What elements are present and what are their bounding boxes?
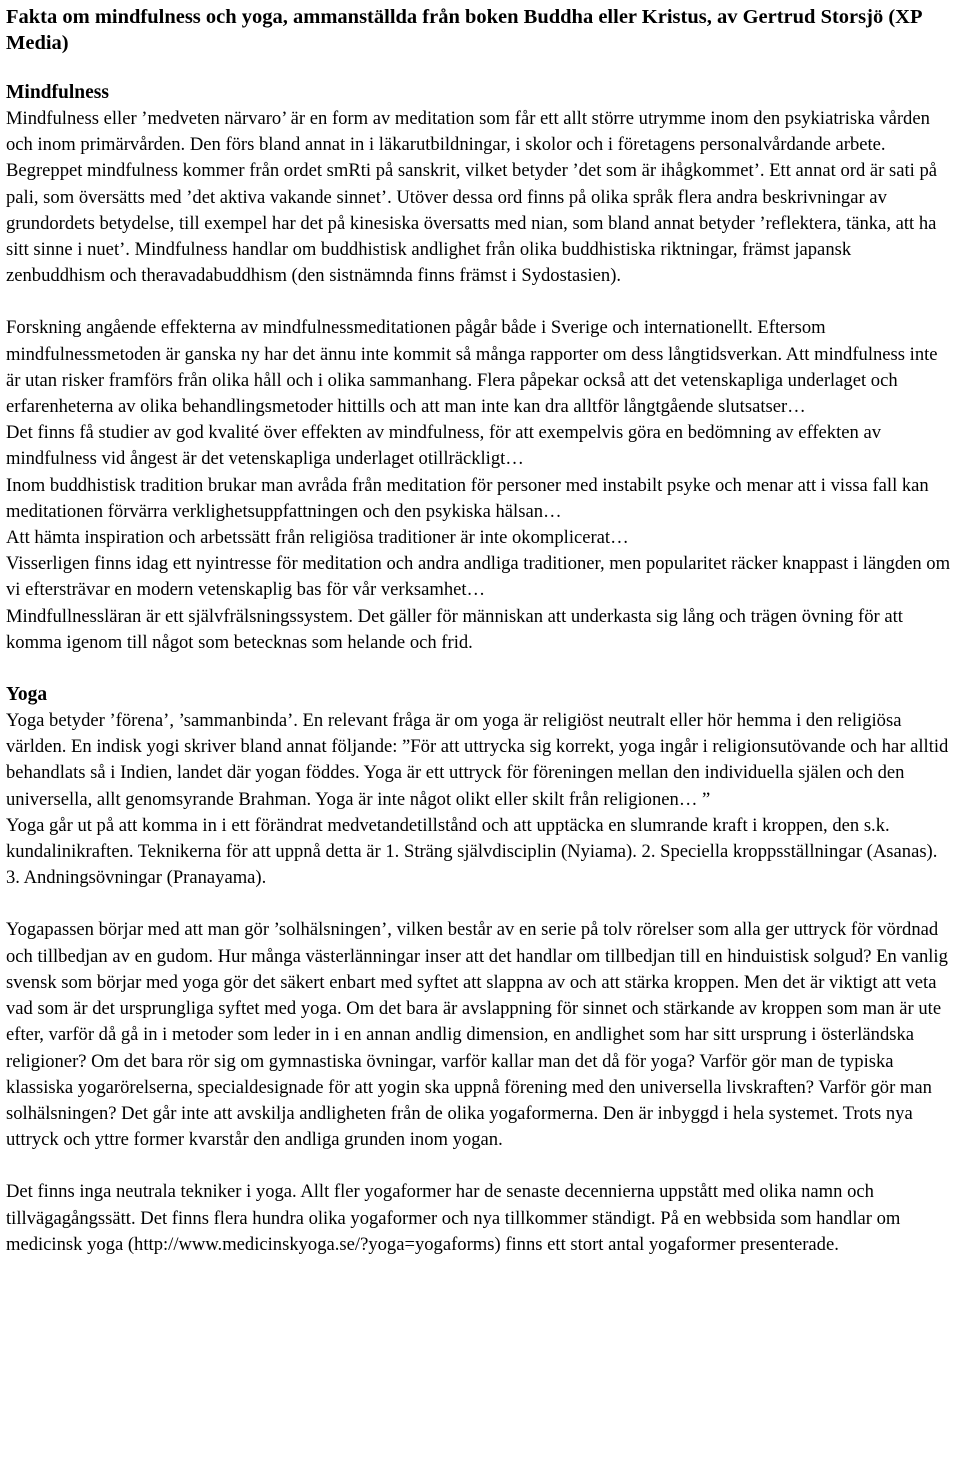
section-gap — [6, 656, 954, 682]
paragraph: Att hämta inspiration och arbetssätt från religiösa traditioner är inte okomplicerat… — [6, 527, 629, 549]
paragraph: Forskning angående effekterna av mindfulnessmeditationen pågår både i Sverige och internationellt. Eftersom mindfulnessmetoden är ganska ny har det ännu inte kommit så många rapporter om dess långtidsverkan. Att mindfulness inte är utan risker framförs från olika håll och i olika sammanhang. Flera påpekar också att det vetenskapliga underlaget och erfarenheterna av olika behandlingsmetoder hittills och att man inte kan dra alltför långtgående slutsatser… — [6, 317, 938, 418]
paragraph: Yoga betyder ’förena’, ’sammanbinda’. En relevant fråga är om yoga är religiöst neutralt eller hör hemma i den religiösa världen. En indisk yogi skriver bland annat följande: ”För att uttrycka sig korrekt, yoga ingår i religionsutövande och har alltid behandlats så i Indien, landet där yogan föddes. Yoga är ett uttryck för föreningen mellan den individuella själen och den universella, allt genomsyrande Brahman. Yoga är inte något olikt eller skilt från religionen… ” — [6, 710, 949, 810]
paragraph: Yogapassen börjar med att man gör ’solhälsningen’, vilken består av en serie på tolv rörelser som alla ger uttryck för vördnad och tillbedjan av en gudom. Hur många västerlänningar inser att det handlar om tillbedjan till en hinduistisk solgud? En vanlig svensk som börjar med yoga gör det säkert enbart med syftet att slappna av och att stärka kroppen. Men det är viktigt att veta vad som är det ursprungliga syftet med yoga. Om det bara är avslappning för sinnet och stärkande av kroppen som man är ute efter, varför då gå in i metoder som leder in i en annan andlig dimension, en andlighet som har sitt ursprung i österländska religioner? Om det bara rör sig om gymnastiska övningar, varför kallar man det då för yoga? Varför gör man de typiska klassiska yogarörelserna, specialdesignade för att yogin ska uppnå förening med den universella livskraften? Varför gör man solhälsningen? Det går inte att avskilja andligheten från de olika yogaformerna. Den är inbyggd i hela systemet. Trots nya uttryck och yttre former kvarstår den andliga grunden inom yogan. — [6, 919, 948, 1151]
paragraph: Mindfulness eller ’medveten närvaro’ är en form av meditation som får ett allt större utrymme inom den psykiatriska vården och inom primärvården. Den förs bland annat in i läkarutbildningar, i skolor och i företagens personalvårdande arbete. Begreppet mindfulness kommer från ordet smRti på sanskrit, vilket betyder ’det som är ihågkommet’. Ett annat ord är sati på pali, som översätts med ’det aktiva vakande sinnet’. Utöver dessa ord finns på olika språk flera andra beskrivningar av grundordets betydelse, till exempel har det på kinesiska översatts med nian, som bland annat betyder ’reflektera, tänka, att ha sitt sinne i nuet’. Mindfulness handlar om buddhistisk andlighet från olika buddhistiska riktningar, främst japansk zenbuddhism och theravadabuddhism (den sistnämnda finns främst i Sydostasien). — [6, 108, 937, 287]
paragraph: Yoga går ut på att komma in i ett förändrat medvetandetillstånd och att upptäcka en slumrande kraft i kroppen, den s.k. kundalinikraften. Teknikerna för att uppnå detta är 1. Sträng självdisciplin (Nyiama). 2. Speciella kroppsställningar (Asanas). 3. Andningsövningar (Pranayama). — [6, 814, 938, 889]
paragraph-gap — [6, 289, 954, 315]
paragraph-gap — [6, 891, 954, 917]
paragraph: Mindfullnessläran är ett självfrälsningssystem. Det gäller för människan att underkasta sig lång och trägen övning för att komma igenom till något som betecknas som helande och frid. — [6, 605, 903, 653]
section-heading-yoga: Yoga — [6, 684, 48, 706]
paragraph: Det finns inga neutrala tekniker i yoga. Allt fler yogaformer har de senaste decennierna uppstått med olika namn och tillvägagångssätt. Det finns flera hundra olika yogaformer och nya tillkommer ständigt. På en webbsida som handlar om medicinsk yoga (http://www.medicinskyoga.se/?yoga=yogaforms) finns ett stort antal yogaformer presenterade. — [6, 1181, 901, 1255]
paragraph: Visserligen finns idag ett nyintresse för meditation och andra andliga traditioner, men popularitet räcker knappast i längden om vi eftersträvar en modern vetenskaplig bas för vår verksamhet… — [6, 553, 951, 601]
paragraph: Inom buddhistisk tradition brukar man avråda från meditation för personer med instabilt psyke och menar att i vissa fall kan meditationen förvärra verklighetsuppfattningen och den psykiska hälsan… — [6, 474, 929, 522]
paragraph-gap — [6, 1153, 954, 1179]
section-heading-mindfulness: Mindfulness — [6, 82, 109, 103]
paragraph: Det finns få studier av god kvalité över effekten av mindfulness, för att exempelvis göra en bedömning av effekten av mindfulness vid ångest är det vetenskapliga underlaget otillräckligt… — [6, 422, 882, 470]
document-title: Fakta om mindfulness och yoga, ammanställda från boken Buddha eller Kristus, av Gertrud Storsjö (XP Media) — [6, 6, 922, 54]
